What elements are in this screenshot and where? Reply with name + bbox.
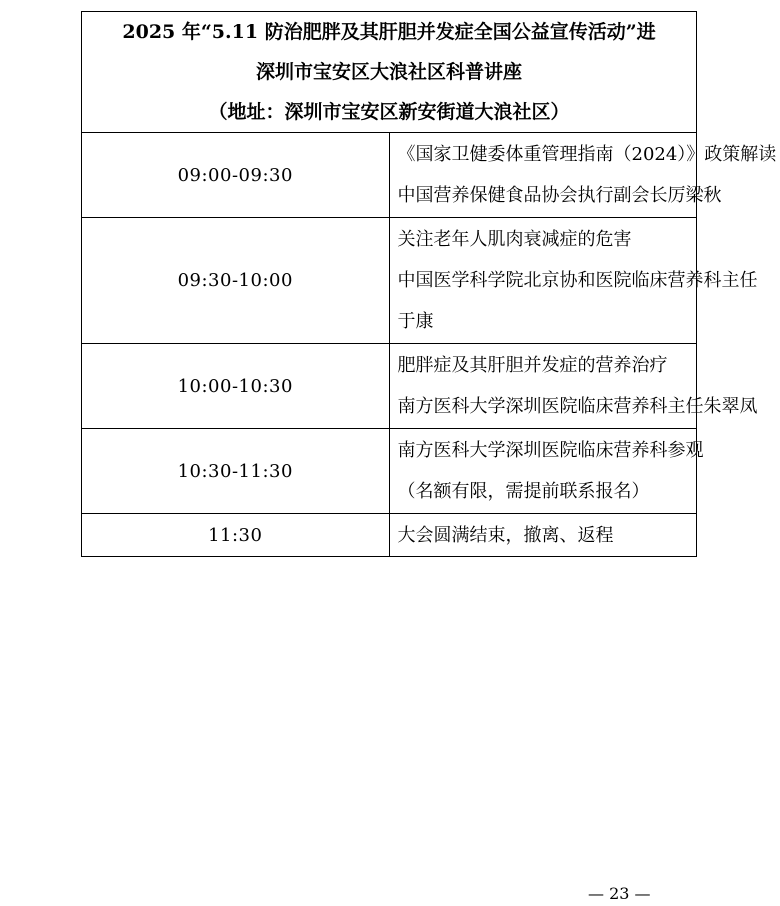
table-row: [82, 133, 697, 218]
event-title-line-2: 深圳市宝安区大浪社区科普讲座: [255, 61, 522, 83]
content-cell: [389, 218, 758, 344]
session-speaker-name: 于康: [397, 311, 434, 332]
session-note: （名额有限，需提前联系报名）: [397, 481, 650, 502]
time-cell: 11:30: [82, 514, 390, 557]
content-cell: [389, 514, 697, 557]
event-title-line-1: 2025 年“5.11 防治肥胖及其肝胆并发症全国公益宣传活动”进: [122, 21, 656, 43]
time-cell: 09:00-09:30: [82, 133, 390, 218]
table-header-row: [82, 12, 697, 133]
event-address: （地址：深圳市宝安区新安街道大浪社区）: [208, 101, 570, 123]
time-cell: 09:30-10:00: [82, 218, 390, 344]
session-topic: 《国家卫健委体重管理指南（2024）》政策解读: [397, 144, 777, 165]
content-cell: [389, 429, 704, 514]
time-cell: 10:00-10:30: [82, 344, 390, 429]
table-row: [82, 218, 697, 344]
table-header-cell: [82, 12, 697, 133]
session-topic: 南方医科大学深圳医院临床营养科参观: [397, 440, 704, 461]
time-cell: 10:30-11:30: [82, 429, 390, 514]
session-speaker: 中国营养保健食品协会执行副会长厉梁秋: [397, 185, 722, 206]
table-row: [82, 514, 697, 557]
table-row: [82, 344, 697, 429]
content-cell: [389, 344, 758, 429]
session-topic: 肥胖症及其肝胆并发症的营养治疗: [397, 355, 668, 376]
session-topic: 关注老年人肌肉衰减症的危害: [397, 229, 632, 250]
session-speaker: 中国医学科学院北京协和医院临床营养科主任: [397, 270, 758, 291]
schedule-table: [81, 11, 777, 557]
content-cell: [389, 133, 777, 218]
session-topic: 大会圆满结束，撤离、返程: [397, 524, 614, 546]
table-row: [82, 429, 697, 514]
session-speaker: 南方医科大学深圳医院临床营养科主任朱翠凤: [397, 396, 758, 417]
page-number: — 23 —: [588, 884, 651, 903]
